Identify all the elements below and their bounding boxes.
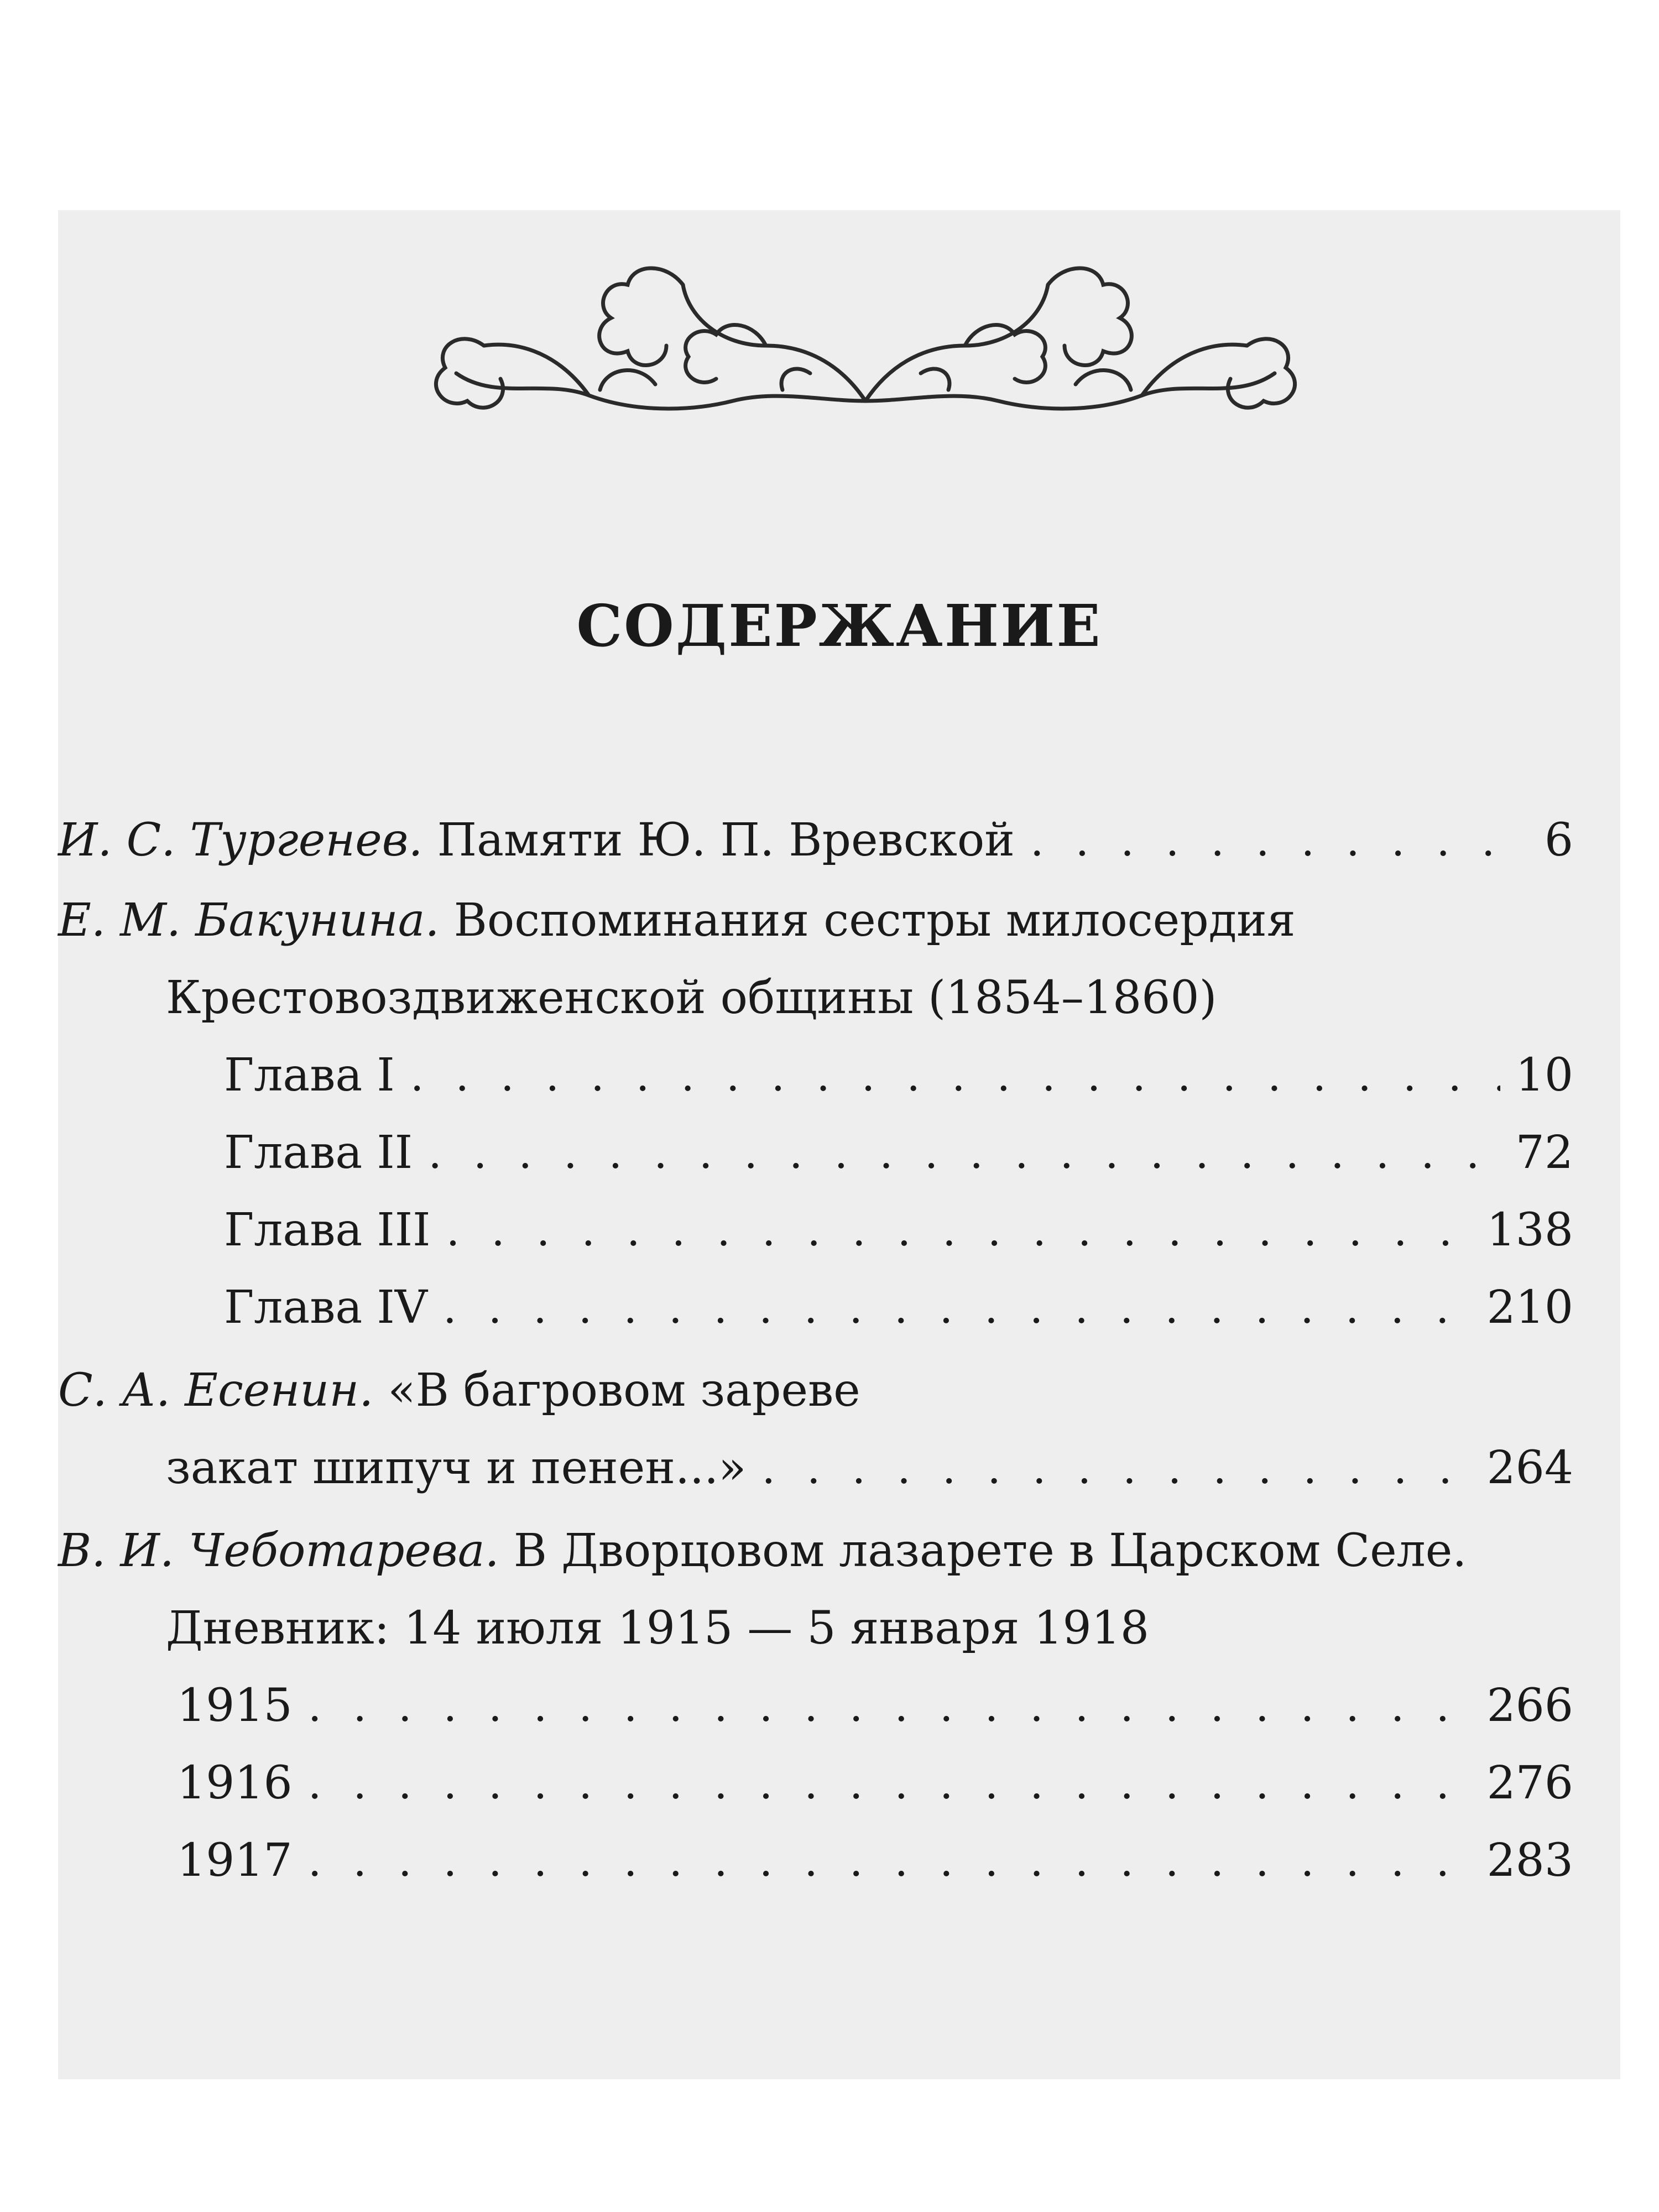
toc-entry-esenin xyxy=(58,1358,1573,1424)
toc-entry-title-continuation[interactable] xyxy=(166,1435,1573,1501)
author: И. С. Тургенев. xyxy=(58,814,423,867)
page-number: 283 xyxy=(1486,1834,1573,1887)
chapter-label: 1916 xyxy=(177,1757,293,1809)
chapter-label: Глава III xyxy=(224,1204,431,1256)
toc-chapter-row[interactable] xyxy=(224,1120,1573,1186)
page-number: 138 xyxy=(1486,1204,1573,1256)
chapter-label: 1917 xyxy=(177,1834,293,1887)
author: С. А. Есенин. xyxy=(58,1364,374,1417)
toc-entry-text xyxy=(58,807,1015,874)
chapter-label: Глава II xyxy=(224,1126,413,1179)
chapter-label: 1915 xyxy=(177,1679,293,1732)
toc-chapter-row[interactable] xyxy=(177,1673,1573,1739)
title: закат шипуч и пенен...» xyxy=(166,1442,747,1494)
dot-leader xyxy=(1030,808,1529,874)
dot-leader xyxy=(761,1436,1471,1502)
toc-entry-turgenev[interactable] xyxy=(58,807,1573,874)
toc-chapter-row[interactable] xyxy=(224,1275,1573,1341)
author: Е. М. Бакунина. xyxy=(58,894,440,947)
toc-chapter-row[interactable] xyxy=(177,1828,1573,1894)
dot-leader xyxy=(428,1120,1500,1187)
page-number: 266 xyxy=(1486,1679,1573,1732)
dot-leader xyxy=(443,1275,1471,1342)
toc-chapter-row[interactable] xyxy=(224,1042,1573,1109)
dot-leader xyxy=(308,1673,1472,1740)
toc-entry-title-continuation: Крестовоздвиженской общины (1854–1860) xyxy=(166,972,1217,1024)
contents-heading: СОДЕРЖАНИЕ xyxy=(576,592,1102,660)
page-number: 72 xyxy=(1515,1126,1573,1179)
chapter-label: Глава I xyxy=(224,1049,395,1102)
author: В. И. Чеботарева. xyxy=(58,1525,499,1577)
dot-leader xyxy=(446,1198,1472,1264)
chapter-label: Глава IV xyxy=(224,1281,427,1334)
page-number: 10 xyxy=(1515,1049,1573,1102)
toc-entry-bakunina xyxy=(58,888,1573,954)
title: Памяти Ю. П. Вревской xyxy=(437,814,1015,867)
page-number: 6 xyxy=(1544,814,1573,867)
dot-leader xyxy=(308,1751,1472,1817)
toc-entry-title-continuation: Дневник: 14 июля 1915 — 5 января 1918 xyxy=(166,1602,1150,1655)
toc-entry-chebotareva xyxy=(58,1518,1573,1584)
title: Воспоминания сестры милосердия xyxy=(453,894,1296,947)
title: В Дворцовом лазарете в Царском Селе. xyxy=(513,1525,1467,1577)
toc-chapter-row[interactable] xyxy=(177,1750,1573,1817)
page-number: 276 xyxy=(1486,1757,1573,1809)
page-number: 264 xyxy=(1486,1442,1573,1494)
page-number: 210 xyxy=(1486,1281,1573,1334)
toc-chapter-row[interactable] xyxy=(224,1197,1573,1264)
book-page xyxy=(58,210,1620,2079)
dot-leader xyxy=(410,1043,1500,1109)
dot-leader xyxy=(308,1828,1472,1895)
floral-ornament-icon xyxy=(423,235,1308,423)
title: «В багровом зареве xyxy=(388,1364,860,1417)
